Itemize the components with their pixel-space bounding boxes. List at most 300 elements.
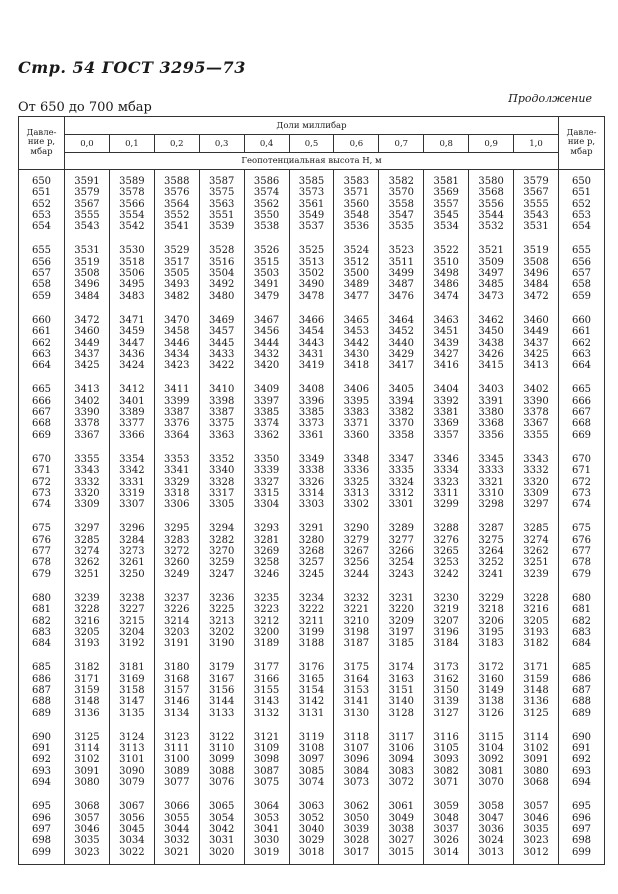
height-cell: 3376	[154, 418, 199, 429]
height-cell: 3015	[379, 847, 424, 858]
height-cell: 3573	[289, 187, 334, 198]
pressure-cell-left: 661	[19, 326, 65, 337]
height-cell: 3054	[199, 813, 244, 824]
height-cell: 3402	[514, 384, 559, 395]
height-cell: 3536	[334, 221, 379, 232]
table-row	[19, 315, 605, 326]
spacer-cell	[244, 649, 289, 662]
height-cell: 3067	[109, 801, 154, 812]
height-cell: 3383	[334, 407, 379, 418]
spacer-cell	[469, 302, 514, 315]
height-cell: 3497	[469, 268, 514, 279]
height-cell: 3368	[469, 418, 514, 429]
height-cell: 3510	[424, 257, 469, 268]
table-row	[19, 732, 605, 743]
height-cell: 3410	[199, 384, 244, 395]
height-cell: 3570	[379, 187, 424, 198]
spacer-cell	[19, 580, 65, 593]
spacer-cell	[334, 858, 379, 865]
height-cell: 3575	[199, 187, 244, 198]
height-cell: 3079	[109, 777, 154, 788]
height-cell: 3253	[424, 557, 469, 568]
height-cell: 3234	[289, 593, 334, 604]
height-cell: 3250	[109, 569, 154, 580]
pressure-cell-right: 682	[559, 616, 605, 627]
height-cell: 3434	[154, 349, 199, 360]
height-cell: 3361	[289, 430, 334, 441]
height-cell: 3508	[514, 257, 559, 268]
height-cell: 3541	[154, 221, 199, 232]
pressure-cell-left: 692	[19, 754, 65, 765]
height-cell: 3166	[244, 674, 289, 685]
height-cell: 3484	[514, 279, 559, 290]
height-cell: 3126	[469, 708, 514, 719]
height-cell: 3148	[65, 696, 110, 707]
height-cell: 3411	[154, 384, 199, 395]
height-cell: 3285	[514, 523, 559, 534]
spacer-cell	[154, 649, 199, 662]
table-row	[19, 176, 605, 187]
height-cell: 3243	[379, 569, 424, 580]
height-cell: 3050	[334, 813, 379, 824]
height-cell: 3035	[65, 835, 110, 846]
height-cell: 3258	[244, 557, 289, 568]
height-cell: 3467	[244, 315, 289, 326]
height-cell: 3446	[154, 338, 199, 349]
height-cell: 3077	[154, 777, 199, 788]
height-cell: 3437	[65, 349, 110, 360]
spacer-cell	[424, 580, 469, 593]
height-cell: 3083	[379, 766, 424, 777]
table-row	[19, 187, 605, 198]
group-spacer	[19, 719, 605, 732]
height-cell: 3048	[424, 813, 469, 824]
height-cell: 3385	[244, 407, 289, 418]
height-cell: 3360	[334, 430, 379, 441]
pressure-cell-left: 681	[19, 604, 65, 615]
height-cell: 3336	[334, 465, 379, 476]
height-cell: 3354	[109, 454, 154, 465]
height-cell: 3377	[109, 418, 154, 429]
spacer-cell	[559, 649, 605, 662]
height-cell: 3228	[514, 593, 559, 604]
spacer-cell	[514, 441, 559, 454]
height-cell: 3342	[109, 465, 154, 476]
height-cell: 3327	[244, 477, 289, 488]
height-cell: 3509	[469, 257, 514, 268]
height-cell: 3175	[334, 662, 379, 673]
height-cell: 3262	[65, 557, 110, 568]
height-cell: 3055	[154, 813, 199, 824]
height-cell: 3159	[65, 685, 110, 696]
height-cell: 3068	[514, 777, 559, 788]
height-cell: 3352	[199, 454, 244, 465]
height-cell: 3299	[424, 499, 469, 510]
height-cell: 3038	[379, 824, 424, 835]
height-cell: 3262	[514, 546, 559, 557]
height-cell: 3412	[109, 384, 154, 395]
height-cell: 3397	[244, 396, 289, 407]
height-cell: 3477	[334, 291, 379, 302]
height-cell: 3027	[379, 835, 424, 846]
height-cell: 3279	[334, 535, 379, 546]
height-cell: 3247	[199, 569, 244, 580]
table-row	[19, 847, 605, 858]
pressure-cell-right: 661	[559, 326, 605, 337]
height-cell: 3512	[334, 257, 379, 268]
height-cell: 3226	[154, 604, 199, 615]
pressure-cell-left: 676	[19, 535, 65, 546]
height-cell: 3491	[244, 279, 289, 290]
height-cell: 3532	[469, 221, 514, 232]
spacer-cell	[19, 441, 65, 454]
height-cell: 3275	[469, 535, 514, 546]
height-cell: 3456	[244, 326, 289, 337]
pressure-cell-left: 660	[19, 315, 65, 326]
height-cell: 3019	[244, 847, 289, 858]
height-cell: 3396	[289, 396, 334, 407]
height-cell: 3203	[154, 627, 199, 638]
height-cell: 3021	[154, 847, 199, 858]
table-row	[19, 430, 605, 441]
pressure-cell-left: 684	[19, 638, 65, 649]
height-cell: 3389	[109, 407, 154, 418]
pressure-cell-right: 697	[559, 824, 605, 835]
height-cell: 3315	[244, 488, 289, 499]
height-cell: 3144	[199, 696, 244, 707]
spacer-cell	[424, 649, 469, 662]
pressure-cell-left: 667	[19, 407, 65, 418]
height-cell: 3101	[109, 754, 154, 765]
spacer-cell	[559, 788, 605, 801]
height-cell: 3472	[514, 291, 559, 302]
height-cell: 3319	[109, 488, 154, 499]
height-cell: 3454	[289, 326, 334, 337]
spacer-cell	[109, 788, 154, 801]
spacer-cell	[469, 232, 514, 245]
height-cell: 3563	[199, 199, 244, 210]
table-row	[19, 279, 605, 290]
height-cell: 3395	[334, 396, 379, 407]
height-cell: 3171	[514, 662, 559, 673]
height-cell: 3460	[65, 326, 110, 337]
height-cell: 3293	[244, 523, 289, 534]
height-cell: 3246	[244, 569, 289, 580]
height-cell: 3197	[379, 627, 424, 638]
height-cell: 3244	[334, 569, 379, 580]
spacer-cell	[514, 858, 559, 865]
height-cell: 3367	[65, 430, 110, 441]
pressure-cell-right: 674	[559, 499, 605, 510]
height-cell: 3221	[334, 604, 379, 615]
spacer-cell	[469, 371, 514, 384]
height-cell: 3398	[199, 396, 244, 407]
height-cell: 3063	[289, 801, 334, 812]
fraction-col-header: 0,6	[334, 135, 379, 152]
height-cell: 3343	[65, 465, 110, 476]
height-cell: 3574	[244, 187, 289, 198]
height-cell: 3274	[65, 546, 110, 557]
height-cell: 3135	[109, 708, 154, 719]
height-cell: 3068	[65, 801, 110, 812]
height-cell: 3320	[514, 477, 559, 488]
height-cell: 3551	[199, 210, 244, 221]
fraction-col-header: 0,0	[65, 135, 110, 152]
height-cell: 3433	[199, 349, 244, 360]
height-cell: 3321	[469, 477, 514, 488]
height-cell: 3538	[244, 221, 289, 232]
height-cell: 3422	[199, 360, 244, 371]
height-cell: 3155	[244, 685, 289, 696]
height-cell: 3519	[65, 257, 110, 268]
height-cell: 3012	[514, 847, 559, 858]
height-cell: 3216	[514, 604, 559, 615]
height-cell: 3310	[469, 488, 514, 499]
height-cell: 3357	[424, 430, 469, 441]
spacer-cell	[424, 371, 469, 384]
height-cell: 3171	[65, 674, 110, 685]
height-cell: 3114	[65, 743, 110, 754]
height-cell: 3581	[424, 176, 469, 187]
height-cell: 3500	[334, 268, 379, 279]
spacer-cell	[199, 441, 244, 454]
height-cell: 3306	[154, 499, 199, 510]
table-row	[19, 384, 605, 395]
height-cell: 3436	[109, 349, 154, 360]
pressure-cell-right: 664	[559, 360, 605, 371]
height-cell: 3529	[154, 245, 199, 256]
height-cell: 3188	[289, 638, 334, 649]
spacer-cell	[244, 232, 289, 245]
height-cell: 3150	[424, 685, 469, 696]
height-cell: 3295	[154, 523, 199, 534]
height-cell: 3092	[469, 754, 514, 765]
height-cell: 3370	[379, 418, 424, 429]
spacer-cell	[289, 302, 334, 315]
height-cell: 3311	[424, 488, 469, 499]
height-cell: 3117	[379, 732, 424, 743]
height-cell: 3066	[154, 801, 199, 812]
height-cell: 3041	[244, 824, 289, 835]
pressure-cell-left: 699	[19, 847, 65, 858]
height-cell: 3251	[514, 557, 559, 568]
table-row	[19, 674, 605, 685]
height-cell: 3296	[109, 523, 154, 534]
height-cell: 3349	[289, 454, 334, 465]
pressure-cell-right: 688	[559, 696, 605, 707]
height-cell: 3065	[199, 801, 244, 812]
pressure-cell-left: 693	[19, 766, 65, 777]
height-cell: 3432	[244, 349, 289, 360]
height-cell: 3044	[154, 824, 199, 835]
height-cell: 3151	[379, 685, 424, 696]
height-cell: 3082	[424, 766, 469, 777]
height-cell: 3402	[65, 396, 110, 407]
pressure-cell-left: 653	[19, 210, 65, 221]
height-cell: 3242	[424, 569, 469, 580]
pressure-cell-left: 659	[19, 291, 65, 302]
spacer-cell	[469, 719, 514, 732]
group-spacer	[19, 788, 605, 801]
height-cell: 3088	[199, 766, 244, 777]
height-cell: 3223	[244, 604, 289, 615]
table-row	[19, 396, 605, 407]
table-row	[19, 326, 605, 337]
pressure-cell-left: 672	[19, 477, 65, 488]
height-cell: 3515	[244, 257, 289, 268]
spacer-cell	[379, 649, 424, 662]
pressure-cell-left: 698	[19, 835, 65, 846]
height-cell: 3091	[514, 754, 559, 765]
spacer-cell	[514, 371, 559, 384]
height-cell: 3445	[199, 338, 244, 349]
spacer-cell	[289, 580, 334, 593]
height-cell: 3586	[244, 176, 289, 187]
table-row	[19, 199, 605, 210]
height-cell: 3535	[379, 221, 424, 232]
pressure-cell-left: 690	[19, 732, 65, 743]
table-body	[19, 170, 605, 865]
height-cell: 3056	[109, 813, 154, 824]
spacer-cell	[424, 510, 469, 523]
pressure-cell-right: 654	[559, 221, 605, 232]
height-cell: 3571	[334, 187, 379, 198]
table-row	[19, 360, 605, 371]
height-cell: 3172	[469, 662, 514, 673]
height-cell: 3462	[469, 315, 514, 326]
spacer-cell	[514, 302, 559, 315]
spacer-cell	[19, 649, 65, 662]
height-cell: 3492	[199, 279, 244, 290]
spacer-cell	[289, 719, 334, 732]
spacer-cell	[109, 719, 154, 732]
pressure-cell-left: 658	[19, 279, 65, 290]
height-cell: 3040	[289, 824, 334, 835]
height-cell: 3195	[469, 627, 514, 638]
height-cell: 3268	[289, 546, 334, 557]
height-cell: 3530	[109, 245, 154, 256]
height-cell: 3303	[289, 499, 334, 510]
height-cell: 3075	[244, 777, 289, 788]
height-cell: 3109	[244, 743, 289, 754]
pressure-cell-right: 681	[559, 604, 605, 615]
height-cell: 3450	[469, 326, 514, 337]
height-cell: 3583	[334, 176, 379, 187]
spacer-cell	[424, 302, 469, 315]
height-cell: 3458	[154, 326, 199, 337]
height-cell: 3273	[109, 546, 154, 557]
height-cell: 3483	[109, 291, 154, 302]
table-row	[19, 685, 605, 696]
height-cell: 3378	[514, 407, 559, 418]
table-row	[19, 291, 605, 302]
height-cell: 3206	[469, 616, 514, 627]
spacer-cell	[109, 232, 154, 245]
height-cell: 3519	[514, 245, 559, 256]
height-cell: 3585	[289, 176, 334, 187]
height-cell: 3104	[469, 743, 514, 754]
height-cell: 3298	[469, 499, 514, 510]
height-cell: 3366	[109, 430, 154, 441]
pressure-cell-right: 679	[559, 569, 605, 580]
height-cell: 3490	[289, 279, 334, 290]
height-cell: 3211	[289, 616, 334, 627]
height-cell: 3339	[244, 465, 289, 476]
altitude-table	[18, 116, 605, 865]
height-cell: 3232	[334, 593, 379, 604]
fraction-col-header: 1,0	[514, 135, 559, 152]
spacer-cell	[469, 649, 514, 662]
height-cell: 3485	[469, 279, 514, 290]
height-cell: 3107	[334, 743, 379, 754]
group-spacer	[19, 371, 605, 384]
height-cell: 3162	[424, 674, 469, 685]
height-cell: 3313	[334, 488, 379, 499]
height-cell: 3326	[289, 477, 334, 488]
height-cell: 3264	[469, 546, 514, 557]
height-cell: 3373	[289, 418, 334, 429]
height-cell: 3285	[65, 535, 110, 546]
pressure-cell-left: 673	[19, 488, 65, 499]
pressure-cell-right: 655	[559, 245, 605, 256]
height-cell: 3228	[65, 604, 110, 615]
spacer-cell	[379, 441, 424, 454]
fractions-header: Доли миллибар	[65, 117, 559, 135]
spacer-cell	[514, 580, 559, 593]
height-cell: 3215	[109, 616, 154, 627]
height-cell: 3317	[199, 488, 244, 499]
height-cell: 3239	[65, 593, 110, 604]
height-cell: 3198	[334, 627, 379, 638]
height-cell: 3062	[334, 801, 379, 812]
height-cell: 3213	[199, 616, 244, 627]
spacer-cell	[334, 788, 379, 801]
spacer-cell	[65, 510, 110, 523]
height-cell: 3526	[244, 245, 289, 256]
height-cell: 3227	[109, 604, 154, 615]
height-cell: 3130	[334, 708, 379, 719]
height-cell: 3425	[65, 360, 110, 371]
pressure-cell-right: 698	[559, 835, 605, 846]
height-cell: 3139	[424, 696, 469, 707]
spacer-cell	[289, 510, 334, 523]
height-cell: 3093	[424, 754, 469, 765]
table-row	[19, 418, 605, 429]
height-cell: 3374	[244, 418, 289, 429]
pressure-cell-left: 695	[19, 801, 65, 812]
spacer-cell	[109, 371, 154, 384]
pressure-cell-left: 679	[19, 569, 65, 580]
pressure-cell-right: 673	[559, 488, 605, 499]
height-cell: 3560	[334, 199, 379, 210]
height-cell: 3035	[514, 824, 559, 835]
pressure-cell-right: 691	[559, 743, 605, 754]
pressure-cell-left: 650	[19, 176, 65, 187]
height-cell: 3259	[199, 557, 244, 568]
height-cell: 3381	[424, 407, 469, 418]
height-cell: 3307	[109, 499, 154, 510]
height-cell: 3362	[244, 430, 289, 441]
pressure-cell-right: 666	[559, 396, 605, 407]
height-cell: 3241	[469, 569, 514, 580]
height-cell: 3121	[244, 732, 289, 743]
height-cell: 3487	[379, 279, 424, 290]
spacer-cell	[379, 302, 424, 315]
height-cell: 3105	[424, 743, 469, 754]
height-cell: 3252	[469, 557, 514, 568]
table-row	[19, 488, 605, 499]
pressure-cell-left: 668	[19, 418, 65, 429]
